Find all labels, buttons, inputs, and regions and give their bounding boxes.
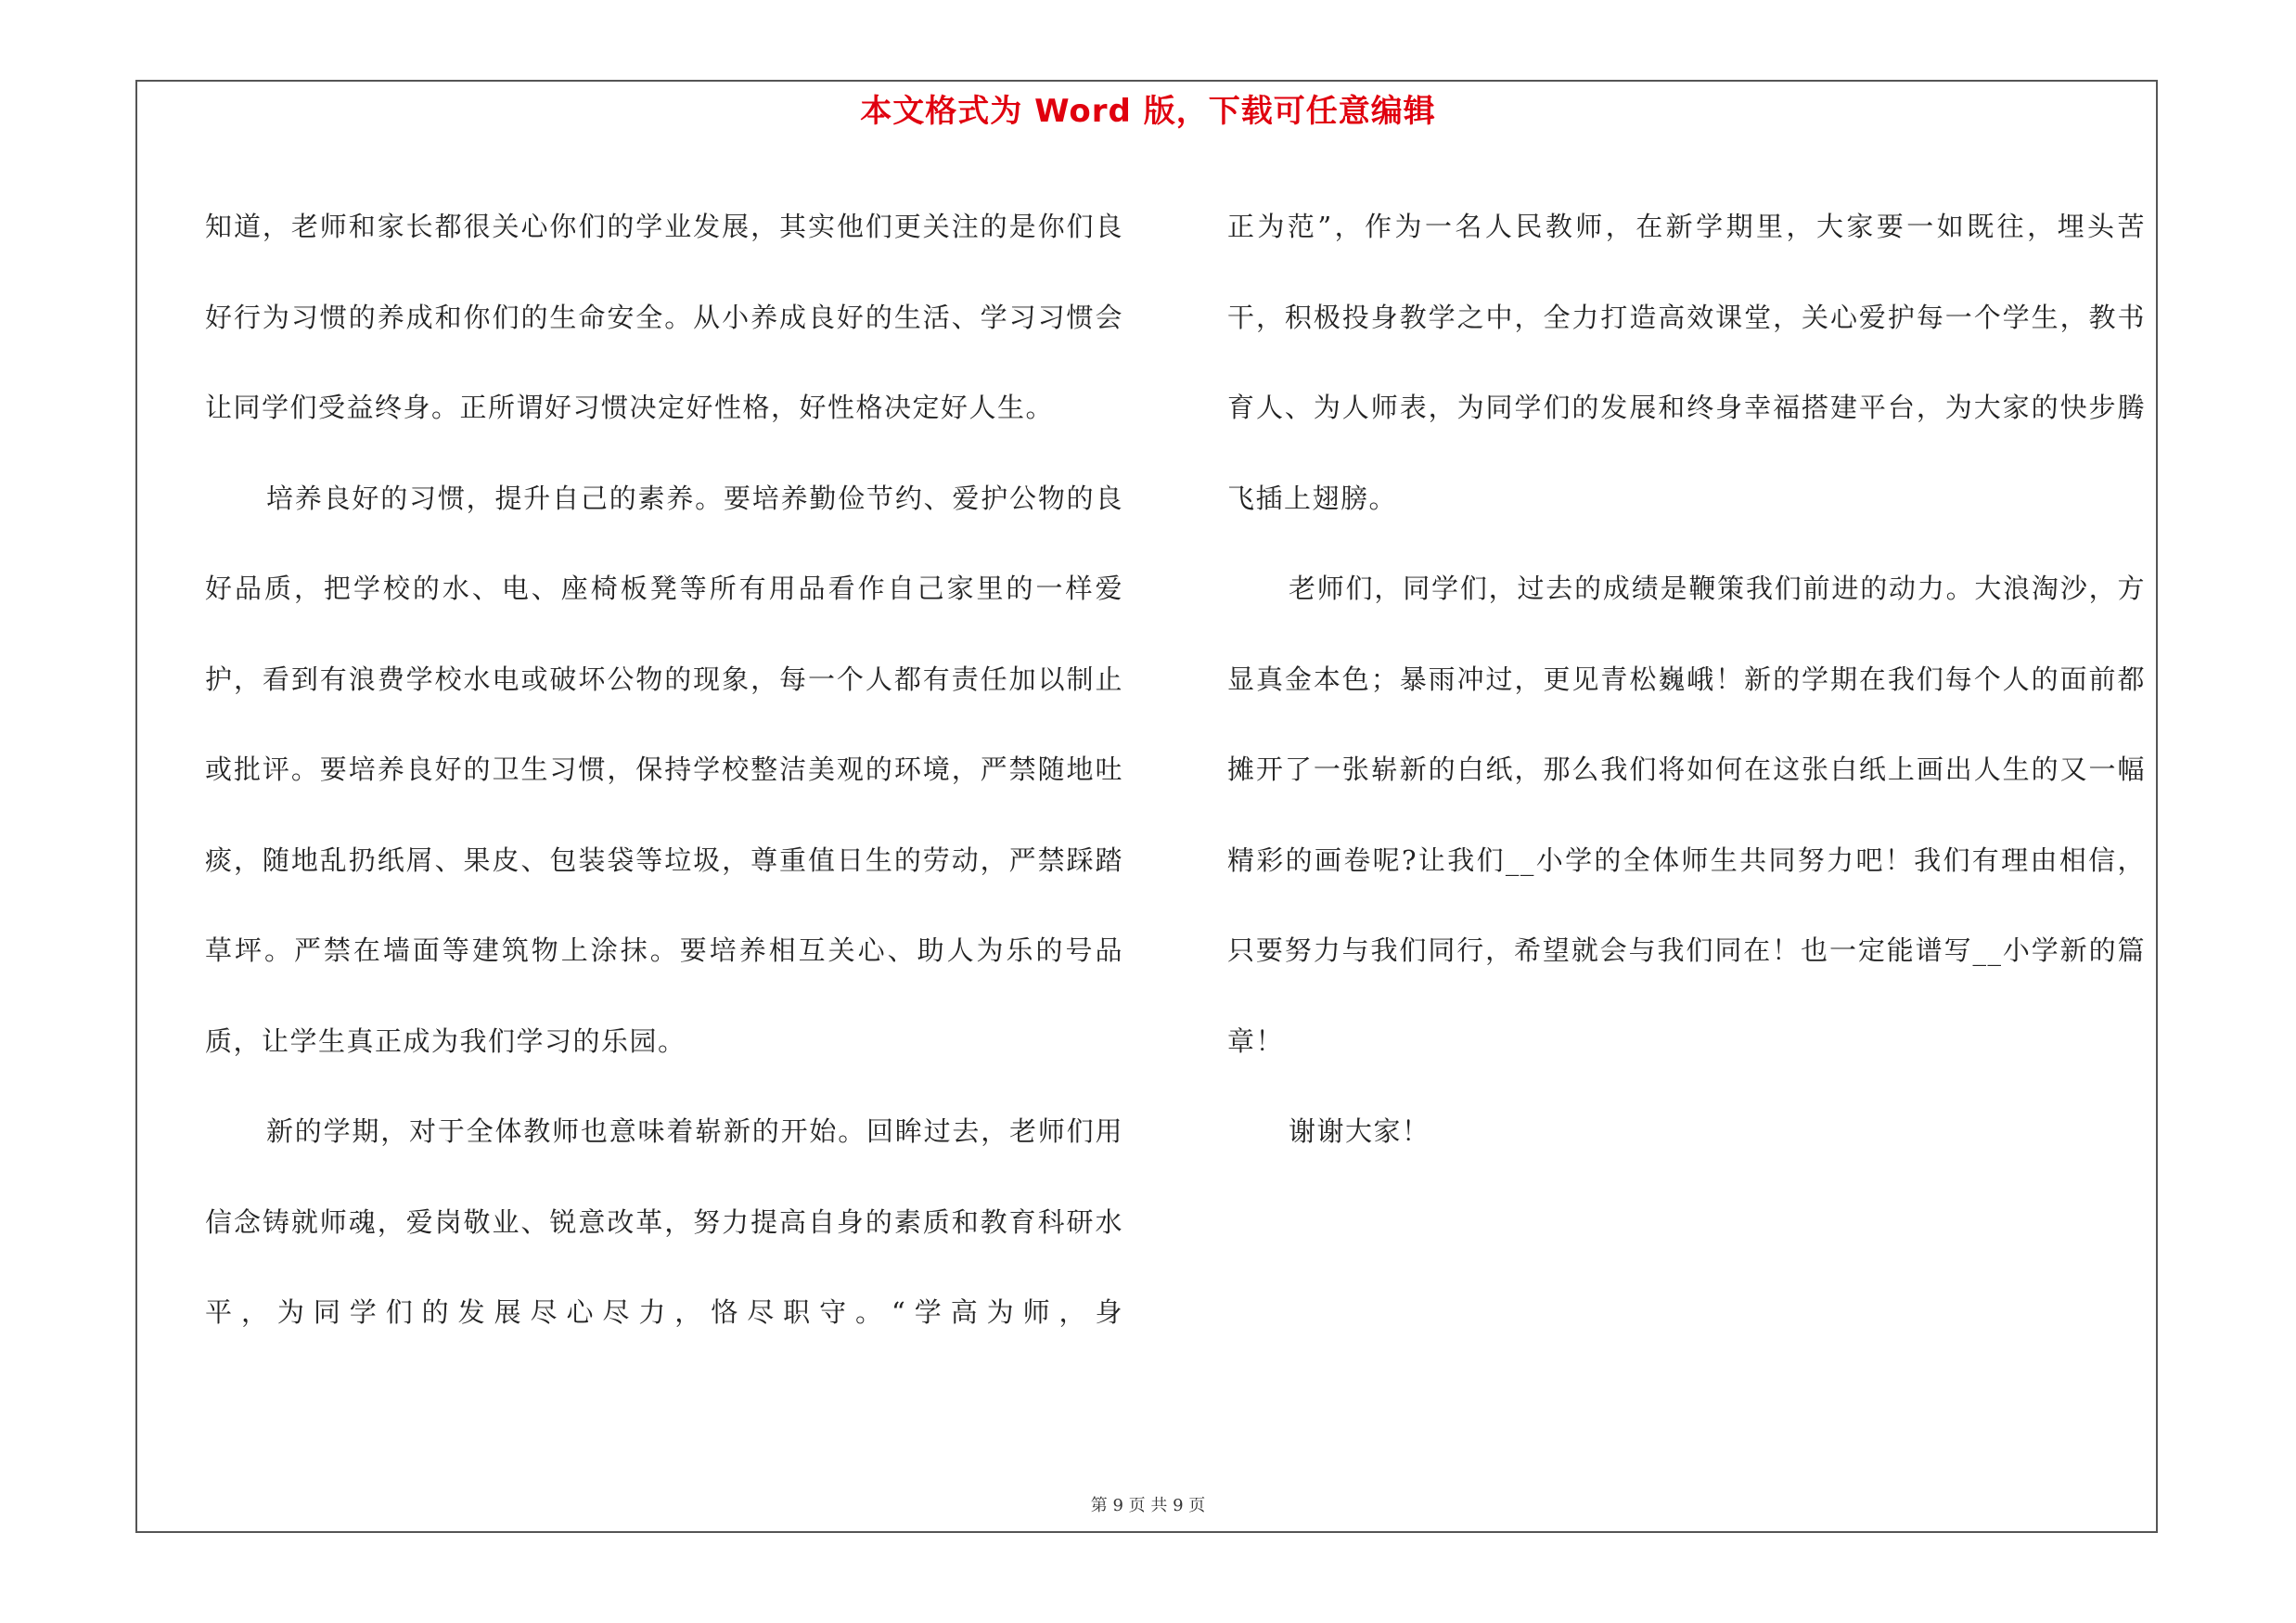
paragraph: 知道，老师和家长都很关心你们的学业发展，其实他们更关注的是你们良好行为习惯的养成和你们的生命安全。从小养成良好的生活、学习习惯会让同学们受益终身。正所谓好习惯决定好性格，好性格决定好人生。 — [205, 211, 1123, 423]
paragraph: 老师们，同学们，过去的成绩是鞭策我们前进的动力。大浪淘沙，方显真金本色；暴雨冲过，更见青松巍峨！新的学期在我们每个人的面前都摊开了一张崭新的白纸，那么我们将如何在这张白纸上画出人生的又一幅精彩的画卷呢?让我们__小学的全体师生共同努力吧！我们有理由相信，只要努力与我们同行，希望就会与我们同在！也一定能谱写__小学新的篇章！ — [1227, 573, 2146, 1057]
paragraph: 新的学期，对于全体教师也意味着崭新的开始。回眸过去，老师们用信念铸就师魂，爱岗敬业、锐意改革，努力提高自身的素质和教育科研水平，为同学们的发展尽心尽力，恪尽职守。“学高为师，身 — [205, 1115, 1123, 1328]
paragraph: 正为范”，作为一名人民教师，在新学期里，大家要一如既往，埋头苦干，积极投身教学之中，全力打造高效课堂，关心爱护每一个学生，教书育人、为人师表，为同学们的发展和终身幸福搭建平台，为大家的快步腾飞插上翅膀。 — [1227, 211, 2146, 514]
right-text-column — [1227, 182, 2146, 1178]
paragraph: 培养良好的习惯，提升自己的素养。要培养勤俭节约、爱护公物的良好品质，把学校的水、电、座椅板凳等所有用品看作自己家里的一样爱护，看到有浪费学校水电或破坏公物的现象，每一个人都有责任加以制止或批评。要培养良好的卫生习惯，保持学校整洁美观的环境，严禁随地吐痰，随地乱扔纸屑、果皮、包装袋等垃圾，尊重值日生的劳动，严禁踩踏草坪。严禁在墙面等建筑物上涂抹。要培养相互关心、助人为乐的号品质，让学生真正成为我们学习的乐园。 — [205, 482, 1123, 1057]
left-text-column — [205, 182, 1123, 1359]
format-notice-banner: 本文格式为 Word 版，下载可任意编辑 — [860, 93, 1436, 130]
page-number-footer: 第 9 页 共 9 页 — [1090, 1496, 1206, 1515]
paragraph: 谢谢大家！ — [1289, 1115, 1430, 1147]
